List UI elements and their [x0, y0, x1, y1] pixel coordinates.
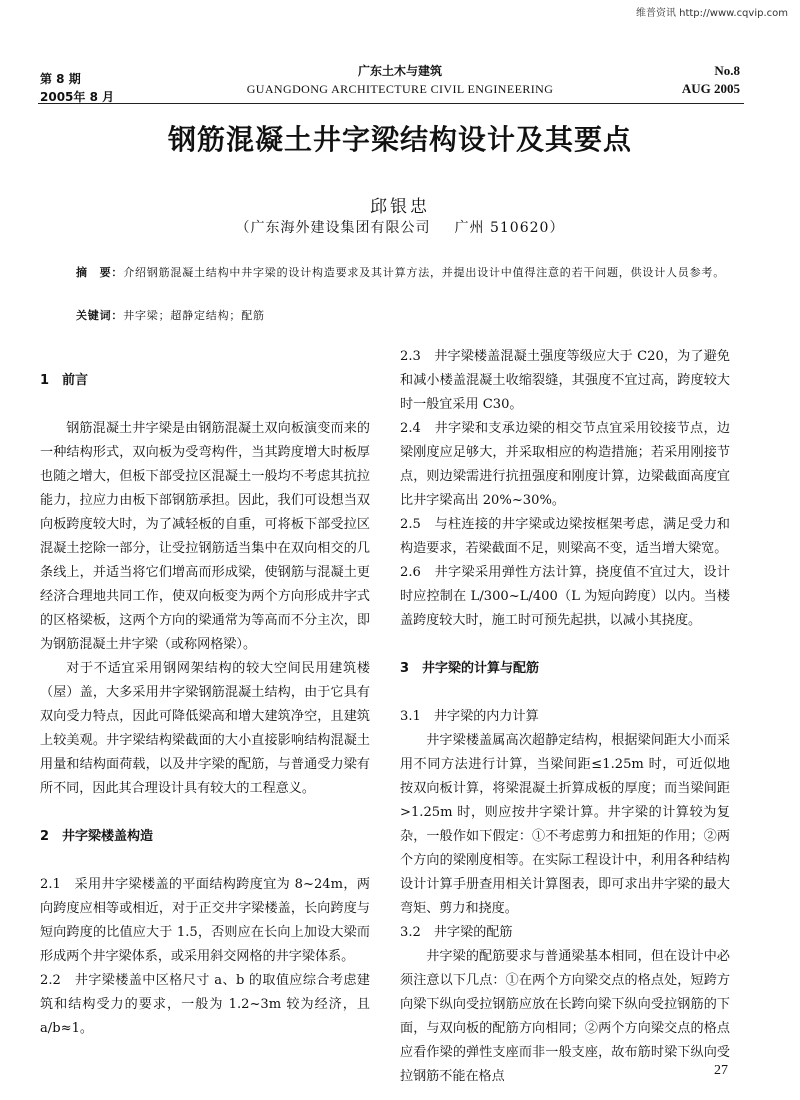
item-2-1: 2.1 采用井字梁楼盖的平面结构跨度宜为 8~24m，两向跨度应相等或相近，对于正交井字梁楼盖，长向跨度与短向跨度的比值应大于 1.5，否则应在长向上加设大梁而形成两个井字梁体系，或采用斜交网格的井字梁体系。 [40, 877, 370, 964]
affiliation-city: 广州 510620） [454, 220, 565, 236]
abstract-text: 介绍钢筋混凝土结构中井字梁的设计构造要求及其计算方法，并提出设计中值得注意的若干问题，供设计人员参考。 [123, 266, 725, 279]
subsection-heading-3-1: 3.1 井字梁的内力计算 [400, 709, 539, 724]
keywords [76, 305, 726, 326]
page-number: 27 [714, 1063, 728, 1078]
keywords-text: 井字梁；超静定结构；配筋 [123, 309, 265, 322]
subsection-heading-3-2: 3.2 井字梁的配筋 [400, 925, 513, 940]
item-2-2: 2.2 井字梁楼盖中区格尺寸 a、b 的取值应综合考虑建筑和结构受力的要求，一般为 1.2~3m 较为经济，且 a/b≈1。 [40, 973, 370, 1036]
header-date-en: AUG 2005 [681, 81, 740, 96]
header-issue-number: 第 8 期 [40, 72, 81, 86]
journal-name-cn: 广东土木与建筑 [357, 64, 442, 78]
section-heading-2: 2 井字梁楼盖构造 [40, 829, 154, 844]
paragraph-intro-1: 钢筋混凝土井字梁是由钢筋混凝土双向板演变而来的一种结构形式，双向板为受弯构件，当其跨度增大时板厚也随之增大，但板下部受拉区混凝土一般均不考虑其抗拉能力，拉应力由板下部钢筋承担。因此，我们可设想当双向板跨度较大时，为了减轻板的自重，可将板下部受拉区混凝土挖除一部分，让受拉钢筋适当集中在双向相交的几条线上，并适当将它们增高而形成梁，使钢筋与混凝土更经济合理地共同工作，使双向板变为两个方向形成井字式的区格梁板，这两个方向的梁通常为等高而不分主次，即为钢筋混凝土井字梁（或称网格梁）。 [40, 421, 370, 652]
item-2-4: 2.4 井字梁和支承边梁的相交节点宜采用铰接节点，边梁刚度应足够大，并采取相应的构造措施；若采用刚接节点，则边梁需进行抗扭强度和刚度计算，边梁截面高度宜比井字梁高出 20%~30%。 [400, 421, 730, 508]
section-heading-3: 3 井字梁的计算与配筋 [400, 661, 540, 676]
header-rule [38, 103, 744, 104]
abstract-label: 摘 要： [76, 266, 124, 279]
header-date-cn: 2005年 8 月 [40, 90, 115, 104]
watermark: 维普资讯 http://www.cqvip.com [635, 8, 788, 19]
keywords-label: 关键词： [76, 309, 124, 322]
affiliation-org: （广东海外建设集团有限公司 [235, 220, 431, 236]
paragraph-3-1: 井字梁楼盖属高次超静定结构，根据梁间距大小而采用不同方法进行计算，当梁间距≤1.25m 时，可近似地按双向板计算，将梁混凝土折算成板的厚度；而当梁间距>1.25m 时，则应按井字梁计算。井字梁的计算较为复杂，一般作如下假定：①不考虑剪力和扭矩的作用；②两个方向的梁刚度相等。在实际工程设计中，利用各种结构设计计算手册查用相关计算图表，即可求出井字梁的最大弯矩、剪力和挠度。 [400, 733, 730, 916]
header-issue-no: No.8 [714, 63, 740, 78]
section-heading-1: 1 前言 [40, 373, 89, 388]
paragraph-intro-2: 对于不适宜采用钢网架结构的较大空间民用建筑楼（屋）盖，大多采用井字梁钢筋混凝土结构，由于它具有双向受力特点，因此可降低梁高和增大建筑净空，且建筑上较美观。井字梁结构梁截面的大小直接影响结构混凝土用量和结构面荷载，以及井字梁的配筋，与普通受力梁有所不同，因此其合理设计具有较大的工程意义。 [40, 661, 370, 796]
abstract [76, 262, 726, 283]
page-title: 钢筋混凝土井字梁结构设计及其要点 [167, 123, 632, 156]
left-column [40, 345, 370, 1041]
affiliation [0, 217, 800, 237]
right-column [400, 345, 730, 1089]
journal-name-en: GUANGDONG ARCHITECTURE CIVIL ENGINEERING [246, 82, 554, 96]
item-2-6: 2.6 井字梁采用弹性方法计算，挠度值不宜过大，设计时应控制在 L/300~L/400（L 为短向跨度）以内。当楼盖跨度较大时，施工时可预先起拱，以减小其挠度。 [400, 565, 730, 628]
header-issue-en [682, 62, 740, 98]
header-journal [0, 62, 800, 98]
paragraph-3-2: 井字梁的配筋要求与普通梁基本相同，但在设计中必须注意以下几点：①在两个方向梁交点的格点处，短跨方向梁下纵向受拉钢筋应放在长跨向梁下纵向受拉钢筋的下面，与双向板的配筋方向相同；②两个方向梁交点的格点应看作梁的弹性支座而非一般支座，故布筋时梁下纵向受拉钢筋不能在格点 [400, 949, 730, 1084]
item-2-3: 2.3 井字梁楼盖混凝土强度等级应大于 C20，为了避免和减小楼盖混凝土收缩裂缝，其强度不宜过高，跨度较大时一般宜采用 C30。 [400, 349, 730, 412]
item-2-5: 2.5 与柱连接的井字梁或边梁按框架考虑，满足受力和构造要求，若梁截面不足，则梁高不变，适当增大梁宽。 [400, 517, 730, 556]
author: 邱银忠 [370, 197, 430, 217]
